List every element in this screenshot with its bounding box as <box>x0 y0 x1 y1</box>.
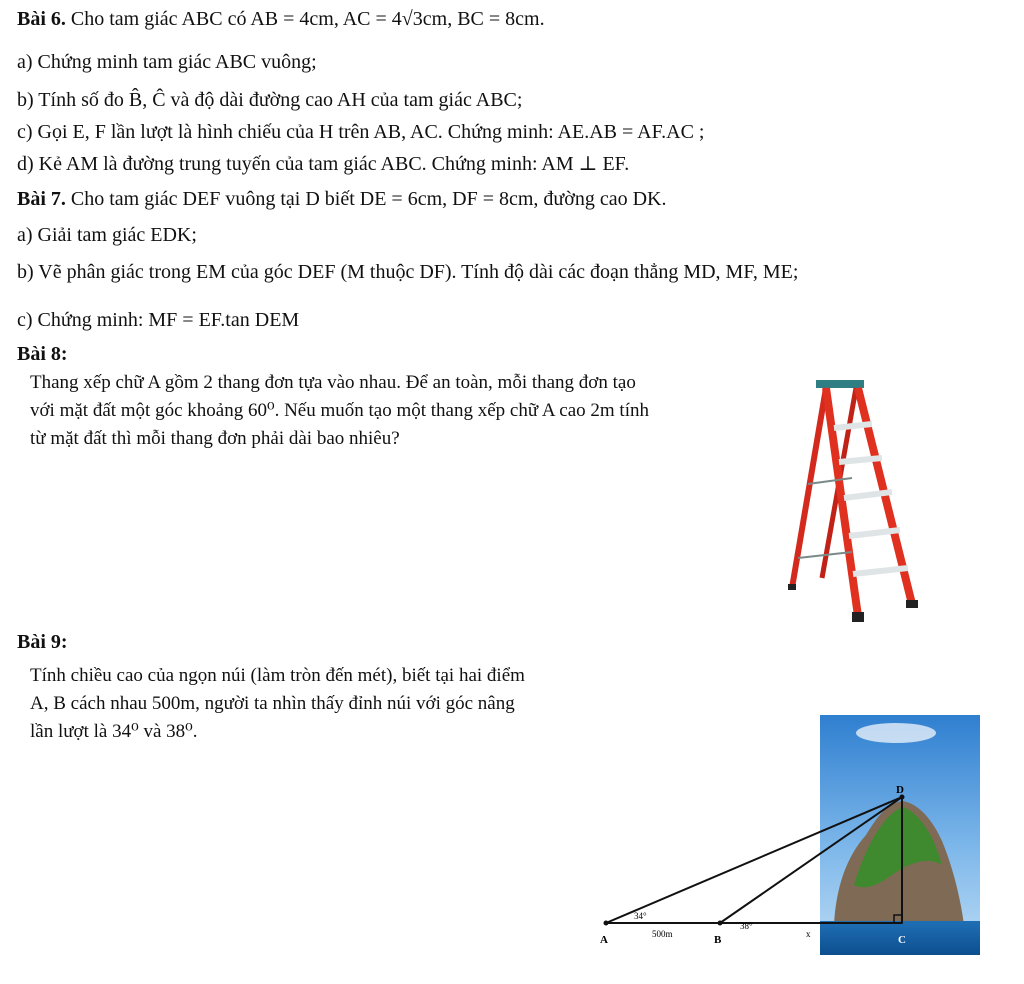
point-C-label: C <box>898 934 906 946</box>
point-A-label: A <box>600 934 608 946</box>
angle-A-label: 34° <box>634 911 647 921</box>
bai6-part-a: a) Chứng minh tam giác ABC vuông; <box>17 51 317 73</box>
bai9-text: Tính chiều cao của ngọn núi (làm tròn đến mét), biết tại hai điểm A, B cách nhau 500m, người ta nhìn thấy đỉnh núi với góc nâng lần lượt là 34⁰ và 38⁰. <box>30 665 525 742</box>
bai7-part-b: b) Vẽ phân giác trong EM của góc DEF (M thuộc DF). Tính độ dài các đoạn thẳng MD, MF, ME; <box>17 261 799 283</box>
bai7-intro: Cho tam giác DEF vuông tại D biết DE = 6cm, DF = 8cm, đường cao DK. <box>70 188 667 210</box>
point-D-label: D <box>896 784 904 796</box>
bai7-heading: Bài 7. <box>17 188 66 210</box>
bai6-intro: Cho tam giác ABC có AB = 4cm, AC = 4√3cm, BC = 8cm. <box>70 8 545 30</box>
point-B-label: B <box>714 934 722 946</box>
bai6-part-d: d) Kẻ AM là đường trung tuyến của tam giác ABC. Chứng minh: AM ⊥ EF. <box>17 153 630 175</box>
bai8-heading <box>17 342 68 366</box>
bai9-heading-text: Bài 9: <box>17 631 68 653</box>
bai6-title-line <box>17 7 545 31</box>
bai8-text: Thang xếp chữ A gồm 2 thang đơn tựa vào nhau. Để an toàn, mỗi thang đơn tạo với mặt đất một góc khoảng 60⁰. Nếu muốn tạo một thang xếp chữ A cao 2m tính từ mặt đất thì mỗi thang đơn phải dài bao nhiêu? <box>30 372 649 449</box>
bai6-part-c: c) Gọi E, F lần lượt là hình chiếu của H trên AB, AC. Chứng minh: AE.AB = AF.AC ; <box>17 121 705 143</box>
bai9-heading <box>17 630 68 654</box>
ladder-top-cap <box>816 380 864 388</box>
bai7-part-a: a) Giải tam giác EDK; <box>17 224 197 246</box>
bai7-part-c: c) Chứng minh: MF = EF.tan DEM <box>17 309 300 331</box>
ladder-image <box>782 366 982 630</box>
distance-x-label: x <box>806 929 811 939</box>
bai8-heading-text: Bài 8: <box>17 343 68 365</box>
bai6-part-b: b) Tính số đo B̂, Ĉ và độ dài đường cao AH của tam giác ABC; <box>17 89 523 111</box>
angle-B-label: 38° <box>740 921 753 931</box>
bai6-heading: Bài 6. <box>17 8 66 30</box>
bai7-title-line <box>17 187 666 211</box>
mountain-diagram <box>596 715 980 955</box>
distance-AB-label: 500m <box>652 929 673 939</box>
